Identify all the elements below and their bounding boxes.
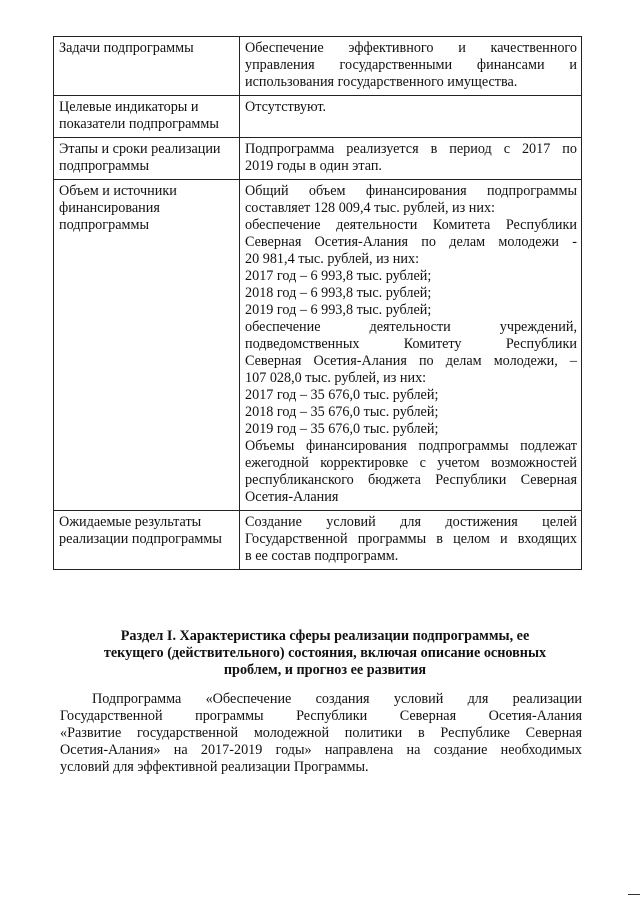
table-row: [54, 96, 582, 138]
row-label-funding: [54, 180, 240, 511]
paragraph-line: Государственной программы Республики Северная Осетия-Алания: [60, 708, 582, 724]
table-row: [54, 37, 582, 96]
value-line: Общий объем финансирования подпрограммы: [245, 183, 577, 199]
value-line: 2019 годы в один этап.: [245, 158, 382, 174]
value-line: Обеспечение эффективного и качественного: [245, 40, 577, 56]
label-line: реализации подпрограммы: [59, 531, 222, 547]
row-value-tasks: [240, 37, 582, 96]
paragraph-line: условий для эффективной реализации Программы.: [60, 759, 369, 775]
value-line: 20 981,4 тыс. рублей, из них:: [245, 251, 420, 267]
value-line: обеспечение деятельности Комитета Республики: [245, 217, 577, 233]
label-line: финансирования: [59, 200, 160, 216]
label-line: Этапы и сроки реализации: [59, 141, 221, 157]
value-line: ежегодной корректировке с учетом возможностей: [245, 455, 577, 471]
value-line: 107 028,0 тыс. рублей, из них:: [245, 370, 427, 386]
subprogram-passport-table: [53, 36, 582, 570]
heading-line: проблем, и прогноз ее развития: [223, 662, 427, 678]
label-line: Целевые индикаторы и: [59, 99, 199, 115]
row-value-funding: [240, 180, 582, 511]
table-row: [54, 138, 582, 180]
value-line: 2018 год – 6 993,8 тыс. рублей;: [245, 285, 432, 301]
value-line: Объемы финансирования подпрограммы подлежат: [245, 438, 577, 454]
label-line: показатели подпрограммы: [59, 116, 219, 132]
value-line: Подпрограмма реализуется в период с 2017 по: [245, 141, 577, 157]
value-line: Отсутствуют.: [245, 99, 327, 115]
value-line: 2018 год – 35 676,0 тыс. рублей;: [245, 404, 439, 420]
value-line: составляет 128 009,4 тыс. рублей, из них:: [245, 200, 495, 216]
section-heading: [40, 628, 610, 679]
label-line: подпрограммы: [59, 217, 149, 233]
heading-line: Раздел I. Характеристика сферы реализации подпрограммы, ее: [120, 628, 530, 644]
value-line: управления государственными финансами и: [245, 57, 577, 73]
paragraph-line: Осетия-Алания» на 2017-2019 годы» направлена на создание необходимых: [60, 742, 582, 758]
value-line: Северная Осетия-Алания по делам молодежи -: [245, 234, 577, 250]
table-row: [54, 511, 582, 570]
value-line: обеспечение деятельности учреждений,: [245, 319, 577, 335]
page-edge-mark: [628, 894, 640, 895]
row-label-stages: [54, 138, 240, 180]
label-line: Ожидаемые результаты: [59, 514, 202, 530]
row-label-tasks: [54, 37, 240, 96]
label-line: подпрограммы: [59, 158, 149, 174]
value-line: Государственной программы в целом и входящих: [245, 531, 577, 547]
paragraph-line: Подпрограмма «Обеспечение создания условий для реализации: [92, 691, 582, 707]
value-line: Создание условий для достижения целей: [245, 514, 577, 530]
row-value-results: [240, 511, 582, 570]
heading-line: текущего (действительного) состояния, включая описание основных: [103, 645, 547, 661]
label-line: Задачи подпрограммы: [59, 40, 194, 56]
value-line: Северная Осетия-Алания по делам молодежи, –: [245, 353, 577, 369]
value-line: 2019 год – 35 676,0 тыс. рублей;: [245, 421, 439, 437]
label-line: Объем и источники: [59, 183, 177, 199]
value-line: использования государственного имущества.: [245, 74, 518, 90]
row-label-results: [54, 511, 240, 570]
body-paragraph: [60, 691, 582, 776]
value-line: в ее состав подпрограмм.: [245, 548, 399, 564]
row-value-stages: [240, 138, 582, 180]
row-label-indicators: [54, 96, 240, 138]
value-line: Осетия-Алания: [245, 489, 339, 505]
value-line: 2017 год – 35 676,0 тыс. рублей;: [245, 387, 439, 403]
row-value-indicators: [240, 96, 582, 138]
value-line: подведомственных Комитету Республики: [245, 336, 577, 352]
value-line: 2019 год – 6 993,8 тыс. рублей;: [245, 302, 432, 318]
value-line: республиканского бюджета Республики Северная: [245, 472, 577, 488]
table-row: [54, 180, 582, 511]
value-line: 2017 год – 6 993,8 тыс. рублей;: [245, 268, 432, 284]
paragraph-line: «Развитие государственной молодежной политики в Республике Северная: [60, 725, 582, 741]
